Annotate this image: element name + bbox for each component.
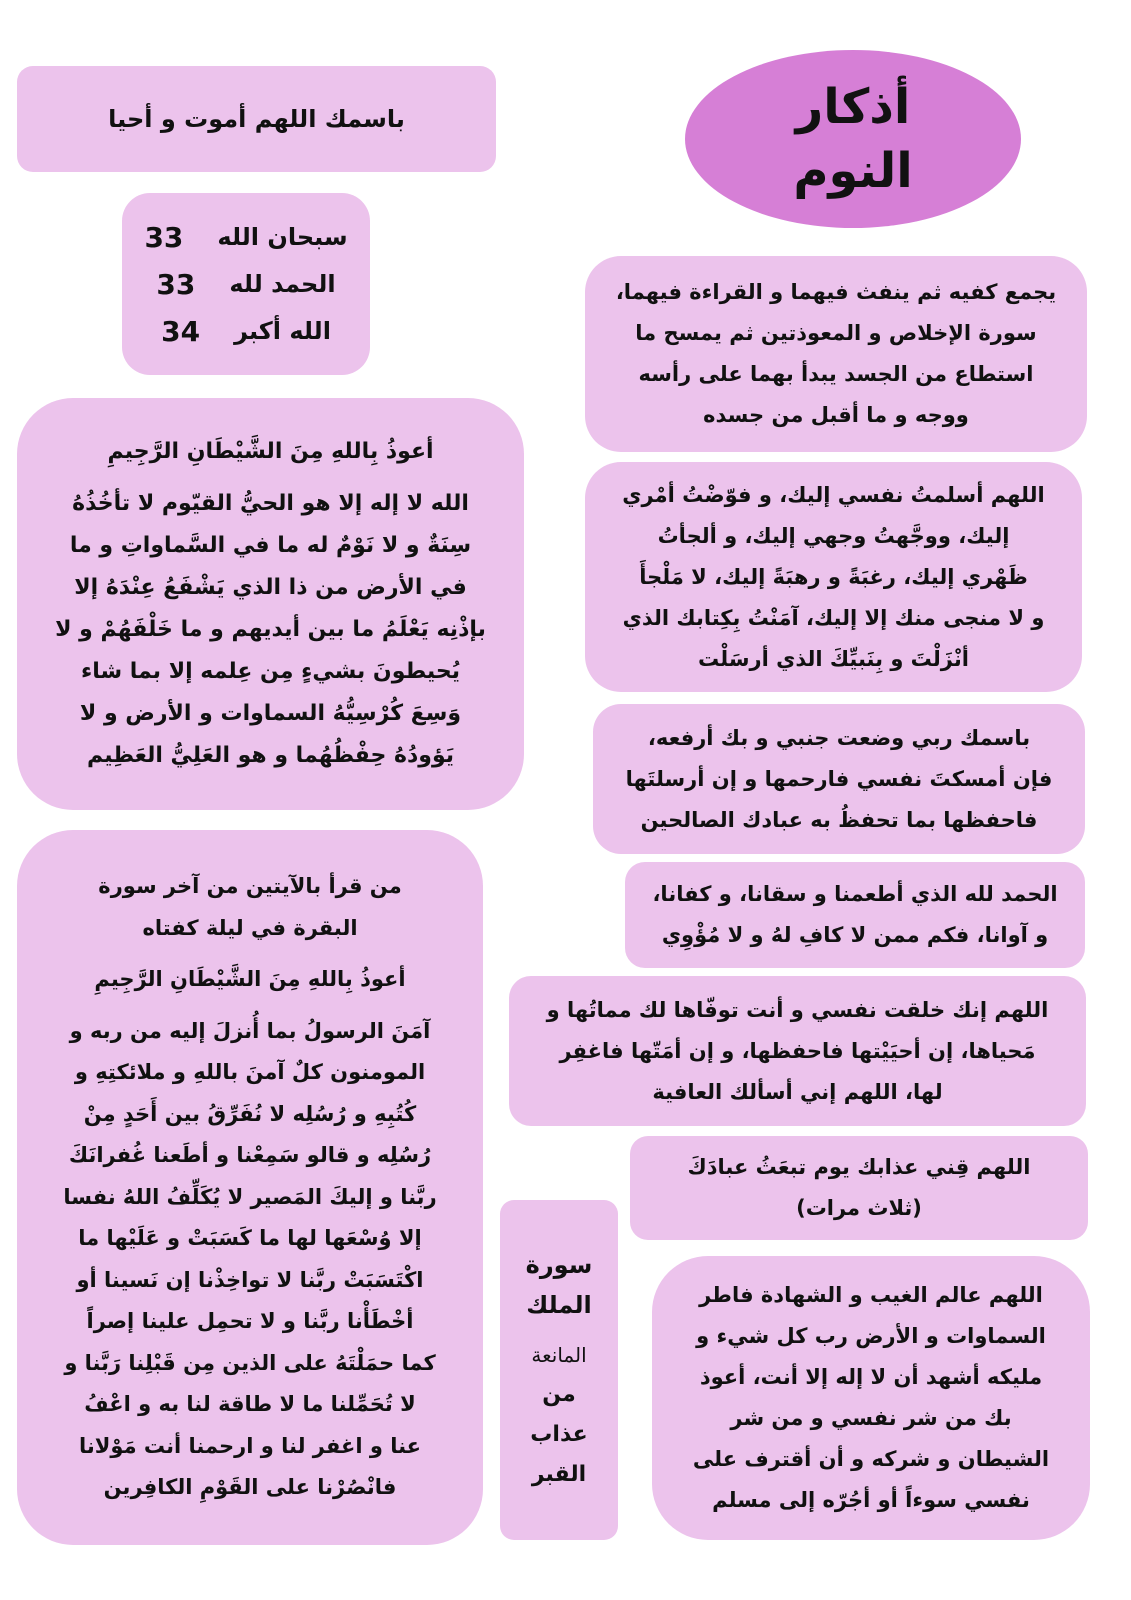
baqarah-line: فانْصُرْنا على القَوْمِ الكافِرين bbox=[103, 1475, 397, 1500]
dhikr-line: ظَهْري إليك، رغبَةً و رهبَةً إليك، لا مَلْجأَ bbox=[639, 564, 1028, 589]
dhikr-line: مليكه أشهد أن لا إله إلا أنت، أعوذ bbox=[699, 1365, 1043, 1389]
mulk-sub-line: عذاب bbox=[530, 1422, 588, 1447]
baqarah-line: لا تُحَمِّلنا ما لا طاقة لنا به و اعْفُ bbox=[84, 1392, 416, 1417]
ayat-kursi-line: يَؤودُهُ حِفْظُهُما و هو العَلِيُّ العَظِيم bbox=[86, 743, 455, 768]
dhikr-line: ووجه و ما أقبل من جسده bbox=[703, 403, 969, 427]
baqarah-line: كما حمَلْتَهُ على الذين مِن قَبْلِنا رَبَّنا و bbox=[64, 1350, 436, 1375]
ayat-kursi-box bbox=[17, 398, 524, 810]
tasbih-text: سبحان الله bbox=[217, 223, 348, 251]
baqarah-isti3adha: أعوذُ بِاللهِ مِنَ الشَّيْطَانِ الرَّجِيمِ bbox=[94, 967, 406, 992]
page-title bbox=[685, 50, 1021, 228]
dhikr-box-nafth bbox=[585, 256, 1087, 452]
ayat-kursi-line: بإذْنِه يَعْلَمُ ما بين أيديهم و ما خَلْفَهُمْ و لا bbox=[55, 617, 486, 642]
dhikr-line: اللهم أسلمتُ نفسي إليك، و فوّضْتُ أمْري bbox=[622, 482, 1045, 507]
mulk-sub-line: من bbox=[542, 1382, 576, 1407]
tasbih-count: 34 bbox=[161, 314, 201, 348]
baqarah-box bbox=[17, 830, 483, 1545]
baqarah-line: أخْطَأْنا ربَّنا و لا تحمِل علينا إصراً bbox=[86, 1309, 414, 1334]
dhikr-line: الحمد لله الذي أطعمنا و سقانا، و كفانا، bbox=[652, 882, 1058, 906]
dhikr-line: بك من شر نفسي و من شر bbox=[730, 1406, 1012, 1430]
dhikr-line: سورة الإخلاص و المعوذتين ثم يمسح ما bbox=[635, 321, 1037, 345]
ayat-kursi-isti3adha: أعوذُ بِاللهِ مِنَ الشَّيْطَانِ الرَّجِيمِ bbox=[107, 439, 434, 464]
ayat-kursi-line: سِنَةٌ و لا نَوْمٌ له ما في السَّماواتِ و ما bbox=[69, 533, 472, 558]
dhikr-line: يجمع كفيه ثم ينفث فيهما و القراءة فيهما، bbox=[615, 280, 1057, 304]
tasbih-text: الحمد لله bbox=[229, 270, 336, 298]
baqarah-intro-line: البقرة في ليلة كفتاه bbox=[142, 915, 358, 940]
dhikr-line: اللهم إنك خلقت نفسي و أنت توفّاها لك مماتُها و bbox=[546, 997, 1049, 1022]
dhikr-line: اللهم عالم الغيب و الشهادة فاطر bbox=[699, 1283, 1043, 1307]
baqarah-line: المومنون كلٌ آمنَ باللهِ و ملائكتِهِ و bbox=[74, 1060, 426, 1085]
tasbih-row bbox=[122, 315, 370, 348]
dhikr-line: نفسي سوءاً أو أجُرّه إلى مسلم bbox=[712, 1488, 1030, 1512]
mulk-sub-line: المانعة bbox=[531, 1343, 587, 1367]
dhikr-box-qini bbox=[630, 1136, 1088, 1240]
dhikr-line: فاحفظها بما تحفظُ به عبادك الصالحين bbox=[640, 807, 1038, 832]
dhikr-line: الشيطان و شركه و أن أقترف على bbox=[692, 1447, 1050, 1471]
ayat-kursi-line: الله لا إله إلا هو الحيُّ القيّوم لا تأخُذُهُ bbox=[72, 491, 469, 516]
tasbih-row bbox=[122, 268, 370, 301]
baqarah-line: آمَنَ الرسولُ بما أُنزلَ إليه من ربه و bbox=[69, 1018, 431, 1043]
baqarah-line: ربَّنا و إليكَ المَصير لا يُكَلِّفُ اللهُ نفسا bbox=[63, 1184, 437, 1209]
title-line-2: النوم bbox=[793, 143, 913, 199]
dhikr-line: استطاع من الجسد يبدأ بهما على رأسه bbox=[638, 362, 1034, 386]
tasbih-row bbox=[122, 221, 370, 254]
mulk-box bbox=[500, 1200, 618, 1540]
mulk-title-line: الملك bbox=[526, 1291, 592, 1319]
tasbih-count: 33 bbox=[156, 267, 196, 301]
dhikr-box-bismika-rabbi bbox=[593, 704, 1085, 854]
dhikr-line: لها، اللهم إني أسألك العافية bbox=[652, 1079, 943, 1104]
short-dhikr-box bbox=[17, 66, 496, 172]
baqarah-line: عنا و اغفر لنا و ارحمنا أنت مَوْلانا bbox=[79, 1433, 421, 1458]
dhikr-box-alhamdulillah bbox=[625, 862, 1085, 968]
dhikr-line: و لا منجى منك إلا إليك، آمَنْتُ بِكِتابك الذي bbox=[622, 605, 1045, 630]
ayat-kursi-line: في الأرض من ذا الذي يَشْفَعُ عِنْدَهُ إلا bbox=[74, 575, 467, 600]
baqarah-line: كُتُبِهِ و رُسُلِه لا نُفَرِّقُ بين أَحَدٍ مِنْ bbox=[83, 1101, 417, 1126]
dhikr-box-alim-alghayb bbox=[652, 1256, 1090, 1540]
dhikr-line: مَحياها، إن أحيَيْتها فاحفظها، و إن أمَتّها فاغفِر bbox=[559, 1038, 1036, 1063]
baqarah-line: اكْتَسَبَتْ ربَّنا لا تواخِذْنا إن نَسينا أو bbox=[76, 1267, 424, 1292]
baqarah-line: رُسُلِه و قالو سَمِعْنا و أطَعنا غُفرانَكَ bbox=[68, 1143, 432, 1168]
mulk-sub-line: القبر bbox=[531, 1462, 587, 1487]
dhikr-line: اللهم قِني عذابك يوم تبعَثُ عبادَكَ bbox=[687, 1155, 1031, 1179]
mulk-title-line: سورة bbox=[525, 1251, 593, 1279]
tasbih-count: 33 bbox=[144, 220, 184, 254]
ayat-kursi-line: وَسِعَ كُرْسِيُّهُ السماوات و الأرض و لا bbox=[79, 701, 462, 726]
short-dhikr-text: باسمك اللهم أموت و أحيا bbox=[108, 105, 405, 133]
baqarah-intro-line: من قرأ بالآيتين من آخر سورة bbox=[98, 874, 402, 899]
dhikr-box-aslamtu bbox=[585, 462, 1082, 692]
tasbih-box bbox=[122, 193, 370, 375]
dhikr-box-khalaqta bbox=[509, 976, 1086, 1126]
dhikr-line: أنْزَلْتَ و بِنَبيِّكَ الذي أرسَلْت bbox=[698, 646, 969, 671]
dhikr-line: (ثلاث مرات) bbox=[796, 1196, 922, 1220]
dhikr-line: السماوات و الأرض رب كل شيء و bbox=[696, 1324, 1046, 1348]
tasbih-text: الله أكبر bbox=[234, 317, 331, 345]
ayat-kursi-line: يُحيطونَ بشيءٍ مِن عِلمه إلا بما شاء bbox=[80, 659, 461, 684]
title-line-1: أذكار bbox=[795, 79, 911, 135]
baqarah-line: إلا وُسْعَها لها ما كَسَبَتْ و عَلَيْها ما bbox=[78, 1226, 422, 1251]
dhikr-line: باسمك ربي وضعت جنبي و بك أرفعه، bbox=[647, 725, 1031, 750]
dhikr-line: و آوانا، فكم ممن لا كافِ لهُ و لا مُؤْوِي bbox=[661, 923, 1049, 947]
dhikr-line: فإن أمسكتَ نفسي فارحمها و إن أرسلتَها bbox=[625, 766, 1053, 791]
dhikr-line: إليك، ووجَّهتُ وجهي إليك، و ألجأتُ bbox=[657, 523, 1010, 548]
